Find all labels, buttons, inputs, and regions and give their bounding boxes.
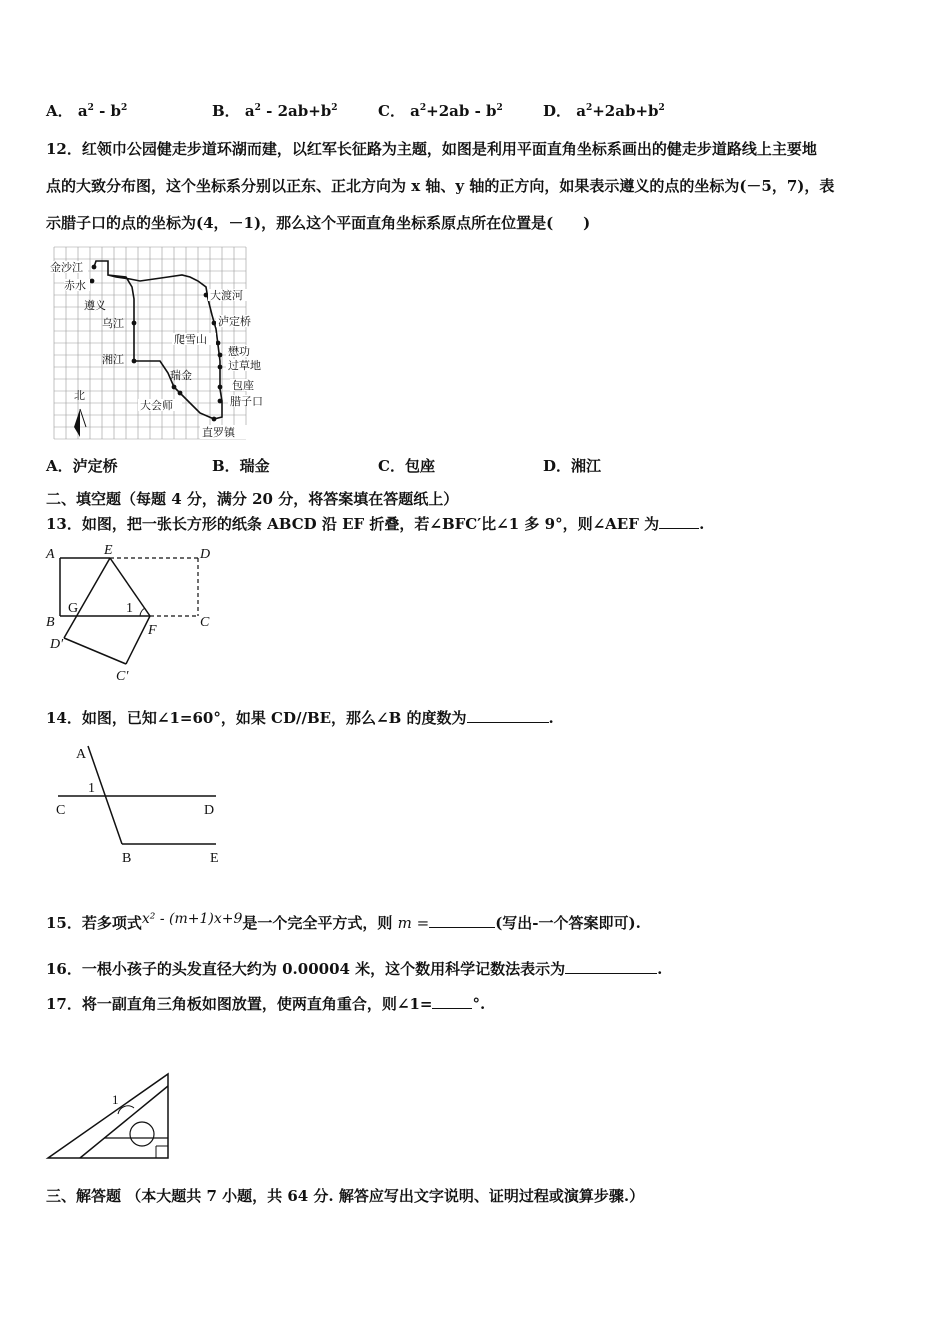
q15-m: m = [397,914,430,932]
label-daduhe: 大渡河 [210,290,243,302]
q13-label-e: E [104,543,113,558]
q13-figure [44,542,234,684]
q12-line3: 示腊子口的点的坐标为(4，－1)，那么这个平面直角坐标系原点所在位置是( ) [46,214,591,232]
q17-text: 17．将一副直角三角板如图放置，使两直角重合，则∠1= °. [46,995,486,1013]
q14-label-e: E [210,851,219,866]
label-zhiluozhen: 直罗镇 [202,427,235,439]
q13-label-f: F [148,623,157,638]
label-dahuishi: 大会师 [140,400,173,412]
label-ruijin: 瑞金 [170,370,192,382]
q12-line2: 点的大致分布图，这个坐标系分别以正东、正北方向为 x 轴、y 轴的正方向，如果表示遵义的点的坐标为(－5，7)，表 [46,177,835,195]
q12-line1: 12．红领巾公园健走步道环湖而建，以红军长征路为主题，如图是利用平面直角坐标系画出的健走步道路线上主要地 [46,140,817,158]
q12-option-a: A．泸定桥 [46,457,118,475]
label-jinshajiang: 金沙江 [50,262,83,274]
label-baozuo: 包座 [232,380,254,392]
q12-option-c: C．包座 [378,457,435,475]
q15-text: 15．若多项式x² - (m+1)x+9是一个完全平方式，则 m = (写出-一个答案即可). [46,911,641,932]
q14-label-1: 1 [88,781,95,796]
q12-option-d: D．湘江 [543,457,602,475]
label-paxueshan: 爬雪山 [174,334,207,346]
label-wujiang: 乌江 [102,318,124,330]
label-north: 北 [74,390,85,402]
q14-figure [50,740,230,870]
label-chishui: 赤水 [64,280,86,292]
q13-label-d-prime: D′ [50,637,64,652]
q14-label-d: D [204,803,215,818]
q15-formula: x² - (m+1)x+9 [141,911,243,927]
q13-label-a: A [46,547,55,562]
q14-label-a: A [76,747,87,762]
label-zunyi: 遵义 [84,300,106,312]
q14-label-c: C [56,803,66,818]
label-maogong: 懋功 [228,346,250,358]
q12-route-map [50,243,272,443]
q13-label-c-prime: C′ [116,669,129,684]
north-arrow-icon [74,409,80,437]
q16-text: 16．一根小孩子的头发直径大约为 0.00004 米，这个数用科学记数法表示为 . [46,960,663,978]
q11-option-d: D． $a^2+2ab+b^2$ [543,102,665,120]
q11-option-a: A． $a^2 - b^2$ [46,102,128,120]
q14-text: 14．如图，已知∠1=60°，如果 CD//BE，那么∠B 的度数为 . [46,709,554,727]
q17-figure [44,1068,174,1164]
q17-label-1: 1 [112,1092,119,1107]
q12-option-b: B．瑞金 [212,457,270,475]
label-ludingqiao: 泸定桥 [218,316,251,328]
q13-text: 13．如图，把一张长方形的纸条 ABCD 沿 EF 折叠，若∠BFC′比∠1 多 9°，则∠AEF 为 . [46,515,705,533]
q13-label-d: D [200,547,211,562]
q13-label-b: B [46,615,55,630]
label-xiangjiang: 湘江 [102,354,124,366]
section3-heading: 三、解答题 （本大题共 7 小题，共 64 分. 解答应写出文字说明、证明过程或演算步骤.） [46,1187,645,1205]
q13-label-c: C [200,615,210,630]
section2-heading: 二、填空题（每题 4 分，满分 20 分，将答案填在答题纸上） [46,490,459,508]
label-guocaodi: 过草地 [228,360,261,372]
label-lazikou: 腊子口 [230,396,263,408]
q13-label-1: 1 [126,601,133,616]
q11-option-c: C． $a^2+2ab - b^2$ [378,102,503,120]
q14-label-b: B [122,851,132,866]
q13-label-g: G [68,601,79,616]
q11-option-b: B． $a^2 - 2ab+b^2$ [212,102,338,120]
